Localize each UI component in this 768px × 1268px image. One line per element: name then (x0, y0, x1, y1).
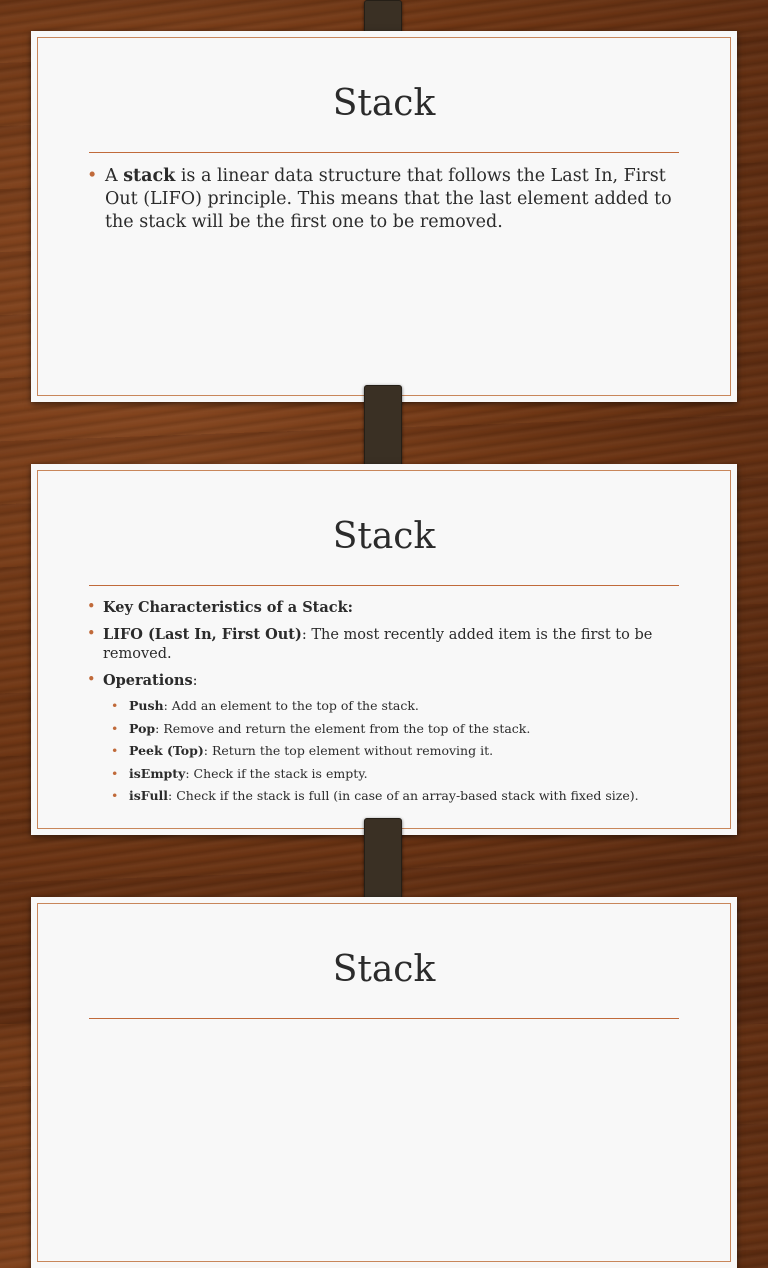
slide-title: Stack (332, 83, 436, 124)
bullet-icon: • (87, 166, 98, 186)
bullet-item: • Key Characteristics of a Stack: (87, 599, 353, 616)
bullet-item: • LIFO (Last In, First Out): The most recently added item is the first to be removed. (87, 626, 653, 662)
title-divider (89, 1018, 679, 1019)
slide-body (87, 165, 685, 234)
bullet-icon: • (111, 743, 119, 758)
slide-2 (31, 464, 737, 835)
bullet-icon: • (87, 672, 96, 688)
bullet-icon: • (111, 698, 119, 713)
slide-body (87, 598, 685, 811)
sub-bullet-item: • Peek (Top): Return the top element without removing it. (111, 743, 494, 758)
sub-bullet-item: • isFull: Check if the stack is full (in case of an array-based stack with fixed size). (111, 788, 639, 803)
slide-title: Stack (332, 949, 436, 990)
slide-1 (31, 31, 737, 402)
slide-title: Stack (332, 516, 436, 557)
bullet-icon: • (111, 765, 119, 781)
bullet-icon: • (87, 599, 96, 615)
sub-bullet-item: • Pop: Remove and return the element from the top of the stack. (111, 720, 531, 736)
bullet-icon: • (111, 788, 119, 803)
sub-bullet-item: • Push: Add an element to the top of the stack. (111, 698, 419, 713)
bullet-item: • A stack is a linear data structure that follows the Last In, First Out (LIFO) principle. This means that the last element added to the stack will be the first one to be removed. (87, 166, 672, 232)
title-divider (89, 152, 679, 153)
bullet-item: • Operations: (87, 672, 198, 689)
slide-3 (31, 897, 737, 1268)
title-divider (89, 585, 679, 586)
bullet-icon: • (87, 626, 96, 642)
bullet-icon: • (111, 720, 119, 736)
sub-bullet-item: • isEmpty: Check if the stack is empty. (111, 765, 368, 781)
